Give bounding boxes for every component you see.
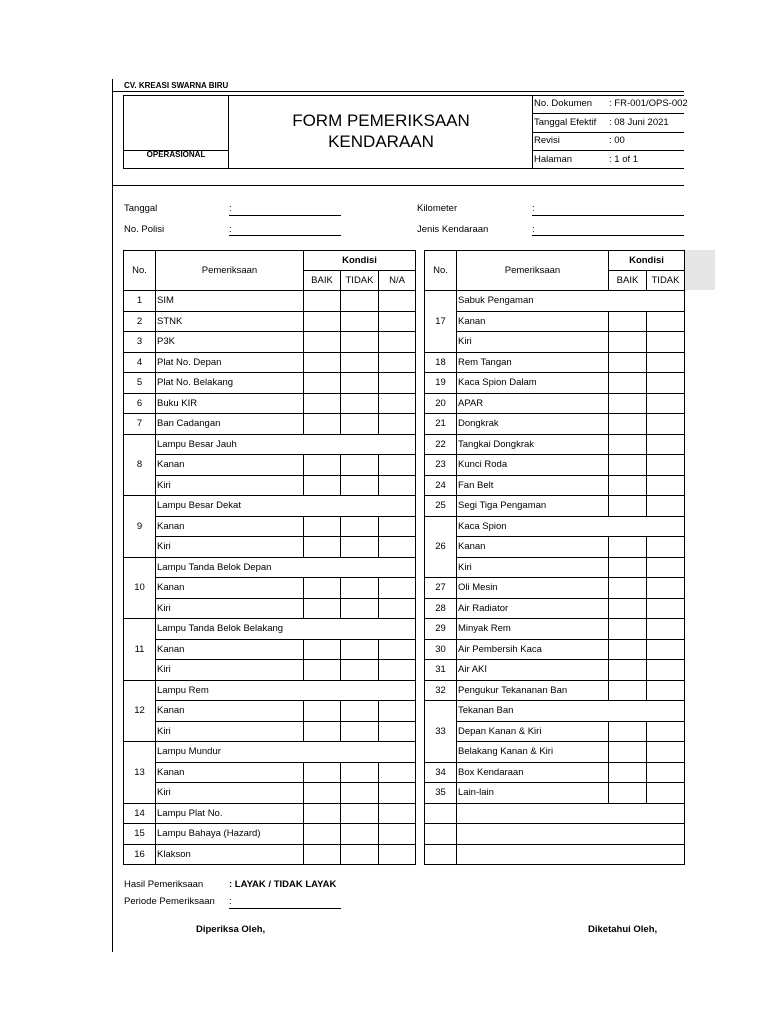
- right-row-item: APAR: [456, 393, 609, 415]
- left-check-tidak[interactable]: [340, 331, 379, 353]
- header-box-top: [123, 95, 684, 96]
- left-check-tidak[interactable]: [340, 598, 379, 620]
- left-check-tidak[interactable]: [340, 516, 379, 538]
- right-check-tidak[interactable]: [646, 311, 685, 333]
- right-row-no: 31: [424, 659, 457, 681]
- hasil-value: : LAYAK / TIDAK LAYAK: [229, 879, 337, 890]
- left-check-tidak[interactable]: [340, 475, 379, 497]
- left-check-na[interactable]: [378, 721, 416, 743]
- right-check-baik[interactable]: [608, 721, 647, 743]
- right-row-no: 22: [424, 434, 457, 456]
- jenis-kendaraan-field[interactable]: [532, 235, 684, 236]
- left-check-baik[interactable]: [303, 782, 341, 804]
- right-row-no: 33: [424, 700, 457, 763]
- right-row-item: Belakang Kanan & Kiri: [456, 741, 609, 763]
- left-check-na[interactable]: [378, 700, 416, 722]
- left-row-item: Klakson: [155, 844, 304, 866]
- right-row-no: [424, 803, 457, 825]
- revision-label: Revisi: [534, 135, 560, 146]
- left-row-item: Lampu Mundur: [155, 741, 416, 763]
- left-check-tidak[interactable]: [340, 393, 379, 415]
- left-check-tidak[interactable]: [340, 352, 379, 374]
- left-row-item: Ban Cadangan: [155, 413, 304, 435]
- right-check-baik[interactable]: [608, 475, 647, 497]
- right-check-baik[interactable]: [608, 495, 647, 517]
- right-row-no: 35: [424, 782, 457, 804]
- tanggal-colon: :: [229, 203, 232, 214]
- right-check-tidak[interactable]: [646, 495, 685, 517]
- left-row-item: Lampu Tanda Belok Depan: [155, 557, 416, 579]
- header-top-border: [112, 91, 684, 92]
- right-check-baik[interactable]: [608, 741, 647, 763]
- right-check-baik[interactable]: [608, 639, 647, 661]
- right-check-baik[interactable]: [608, 782, 647, 804]
- left-header-kondisi: Kondisi: [303, 250, 416, 271]
- left-check-tidak[interactable]: [340, 413, 379, 435]
- left-check-baik[interactable]: [303, 639, 341, 661]
- left-row-no: 2: [123, 311, 156, 333]
- left-row-no: 16: [123, 844, 156, 866]
- right-row-item: Segi Tiga Pengaman: [456, 495, 609, 517]
- left-check-baik[interactable]: [303, 475, 341, 497]
- right-header-tidak: TIDAK: [646, 270, 685, 291]
- no-polisi-field[interactable]: [229, 235, 341, 236]
- right-header-kondisi: Kondisi: [608, 250, 685, 271]
- effective-date-label: Tanggal Efektif: [534, 117, 597, 128]
- right-row-no: 27: [424, 577, 457, 599]
- right-row-item: Kaca Spion Dalam: [456, 372, 609, 394]
- no-polisi-label: No. Polisi: [124, 224, 165, 235]
- diketahui-label: Diketahui Oleh,: [588, 924, 658, 935]
- right-row-item: Lain-lain: [456, 782, 609, 804]
- right-check-tidak[interactable]: [646, 352, 685, 374]
- left-row-no: 10: [123, 557, 156, 620]
- periode-colon: :: [229, 896, 232, 907]
- right-check-tidak[interactable]: [646, 762, 685, 784]
- left-row-no: 4: [123, 352, 156, 374]
- left-header-pemeriksaan: Pemeriksaan: [155, 250, 304, 291]
- doc-number-label: No. Dokumen: [534, 98, 593, 109]
- left-row-item: Kanan: [155, 454, 304, 476]
- left-check-baik[interactable]: [303, 823, 341, 845]
- left-row-item: Plat No. Depan: [155, 352, 304, 374]
- left-check-tidak[interactable]: [340, 823, 379, 845]
- right-check-baik[interactable]: [608, 393, 647, 415]
- right-check-tidak[interactable]: [646, 475, 685, 497]
- effective-date-value: : 08 Juni 2021: [609, 117, 669, 128]
- right-check-baik[interactable]: [608, 598, 647, 620]
- left-check-baik[interactable]: [303, 598, 341, 620]
- right-row-item: Oli Mesin: [456, 577, 609, 599]
- right-row-no: 19: [424, 372, 457, 394]
- left-check-na[interactable]: [378, 393, 416, 415]
- left-row-no: 15: [123, 823, 156, 845]
- right-row-item: Kanan: [456, 311, 609, 333]
- left-check-tidak[interactable]: [340, 762, 379, 784]
- right-row-item: [456, 844, 685, 866]
- left-check-na[interactable]: [378, 331, 416, 353]
- right-row-item: [456, 823, 685, 845]
- left-row-item: Buku KIR: [155, 393, 304, 415]
- right-check-baik[interactable]: [608, 331, 647, 353]
- right-row-no: 30: [424, 639, 457, 661]
- right-row-no: 20: [424, 393, 457, 415]
- right-check-tidak[interactable]: [646, 372, 685, 394]
- left-check-tidak[interactable]: [340, 311, 379, 333]
- left-header-no: No.: [123, 250, 156, 291]
- left-check-na[interactable]: [378, 352, 416, 374]
- left-check-na[interactable]: [378, 762, 416, 784]
- right-row-no: 25: [424, 495, 457, 517]
- doc-info-row-line: [532, 113, 684, 114]
- left-check-baik[interactable]: [303, 372, 341, 394]
- right-row-item: Minyak Rem: [456, 618, 609, 640]
- left-row-item: Kanan: [155, 700, 304, 722]
- left-row-item: Kanan: [155, 639, 304, 661]
- doc-number-value: : FR-001/OPS-002: [609, 98, 688, 109]
- diperiksa-label: Diperiksa Oleh,: [196, 924, 266, 935]
- right-row-item: Air Pembersih Kaca: [456, 639, 609, 661]
- left-row-item: Lampu Tanda Belok Belakang: [155, 618, 416, 640]
- left-check-baik[interactable]: [303, 577, 341, 599]
- right-row-no: [424, 844, 457, 866]
- right-row-item: Air Radiator: [456, 598, 609, 620]
- right-check-tidak[interactable]: [646, 598, 685, 620]
- right-row-item: Box Kendaraan: [456, 762, 609, 784]
- left-check-tidak[interactable]: [340, 844, 379, 866]
- right-row-no: 34: [424, 762, 457, 784]
- right-check-baik[interactable]: [608, 557, 647, 579]
- left-row-no: 7: [123, 413, 156, 435]
- right-check-tidak[interactable]: [646, 782, 685, 804]
- right-row-no: 21: [424, 413, 457, 435]
- form-title-line2: KENDARAAN: [328, 132, 434, 151]
- left-check-baik[interactable]: [303, 536, 341, 558]
- form-title: [230, 110, 532, 152]
- jenis-kendaraan-label: Jenis Kendaraan: [417, 224, 489, 235]
- right-row-item: Sabuk Pengaman: [456, 290, 685, 312]
- header-box-bottom: [123, 168, 684, 169]
- right-row-no: 28: [424, 598, 457, 620]
- left-check-baik[interactable]: [303, 331, 341, 353]
- left-row-item: SIM: [155, 290, 304, 312]
- right-row-item: Kunci Roda: [456, 454, 609, 476]
- department-label: OPERASIONAL: [146, 150, 206, 159]
- left-check-na[interactable]: [378, 454, 416, 476]
- page-value: : 1 of 1: [609, 154, 639, 165]
- jenis-kendaraan-colon: :: [532, 224, 535, 235]
- left-row-no: 6: [123, 393, 156, 415]
- right-header-pemeriksaan: Pemeriksaan: [456, 250, 609, 291]
- left-check-na[interactable]: [378, 823, 416, 845]
- right-check-tidak[interactable]: [646, 393, 685, 415]
- right-check-tidak[interactable]: [646, 434, 685, 456]
- left-row-item: Kiri: [155, 475, 304, 497]
- right-row-item: Air AKI: [456, 659, 609, 681]
- left-check-na[interactable]: [378, 290, 416, 312]
- right-check-tidak[interactable]: [646, 741, 685, 763]
- left-row-item: Kiri: [155, 659, 304, 681]
- left-check-tidak[interactable]: [340, 536, 379, 558]
- left-check-na[interactable]: [378, 536, 416, 558]
- left-row-no: 3: [123, 331, 156, 353]
- right-row-item: Rem Tangan: [456, 352, 609, 374]
- left-row-no: 8: [123, 434, 156, 497]
- left-row-item: Kiri: [155, 536, 304, 558]
- left-check-na[interactable]: [378, 413, 416, 435]
- left-check-tidak[interactable]: [340, 577, 379, 599]
- left-row-no: 14: [123, 803, 156, 825]
- right-check-tidak[interactable]: [646, 557, 685, 579]
- left-check-tidak[interactable]: [340, 700, 379, 722]
- left-row-no: 12: [123, 680, 156, 743]
- right-check-baik[interactable]: [608, 762, 647, 784]
- left-header-tidak: TIDAK: [340, 270, 379, 291]
- right-row-no: 32: [424, 680, 457, 702]
- left-check-baik[interactable]: [303, 803, 341, 825]
- left-row-no: 9: [123, 495, 156, 558]
- doc-info-row-line: [532, 150, 684, 151]
- right-check-tidak[interactable]: [646, 659, 685, 681]
- periode-label: Periode Pemeriksaan: [124, 896, 215, 907]
- left-row-item: Lampu Besar Dekat: [155, 495, 416, 517]
- left-row-item: Kanan: [155, 577, 304, 599]
- left-row-no: 13: [123, 741, 156, 804]
- doc-info-row-line: [532, 132, 684, 133]
- left-check-na[interactable]: [378, 782, 416, 804]
- right-row-item: Kanan: [456, 536, 609, 558]
- left-check-tidak[interactable]: [340, 803, 379, 825]
- left-check-baik[interactable]: [303, 762, 341, 784]
- left-check-na[interactable]: [378, 639, 416, 661]
- no-polisi-colon: :: [229, 224, 232, 235]
- left-check-baik[interactable]: [303, 290, 341, 312]
- left-check-tidak[interactable]: [340, 290, 379, 312]
- left-row-item: P3K: [155, 331, 304, 353]
- kilometer-field[interactable]: [532, 215, 684, 216]
- right-check-baik[interactable]: [608, 413, 647, 435]
- left-check-baik[interactable]: [303, 454, 341, 476]
- right-row-item: Kaca Spion: [456, 516, 685, 538]
- right-row-no: 24: [424, 475, 457, 497]
- right-check-baik[interactable]: [608, 352, 647, 374]
- left-check-tidak[interactable]: [340, 721, 379, 743]
- left-row-item: Kiri: [155, 782, 304, 804]
- right-row-no: 18: [424, 352, 457, 374]
- tanggal-label: Tanggal: [124, 203, 158, 214]
- left-row-no: 1: [123, 290, 156, 312]
- header-logo-divider: [228, 95, 229, 169]
- right-check-tidak[interactable]: [646, 618, 685, 640]
- left-row-item: Kiri: [155, 721, 304, 743]
- right-row-item: Tekanan Ban: [456, 700, 685, 722]
- left-check-baik[interactable]: [303, 721, 341, 743]
- right-check-baik[interactable]: [608, 536, 647, 558]
- right-check-baik[interactable]: [608, 659, 647, 681]
- header-bottom-border: [112, 185, 684, 186]
- left-check-tidak[interactable]: [340, 639, 379, 661]
- right-row-item: Kiri: [456, 557, 609, 579]
- right-check-baik[interactable]: [608, 618, 647, 640]
- left-border-line: [112, 79, 113, 952]
- page-label: Halaman: [534, 154, 573, 165]
- left-check-tidak[interactable]: [340, 782, 379, 804]
- left-check-baik[interactable]: [303, 700, 341, 722]
- left-check-na[interactable]: [378, 844, 416, 866]
- left-check-baik[interactable]: [303, 352, 341, 374]
- right-row-no: 29: [424, 618, 457, 640]
- left-row-item: Kanan: [155, 762, 304, 784]
- right-row-item: [456, 803, 685, 825]
- right-check-tidak[interactable]: [646, 536, 685, 558]
- left-row-item: Lampu Plat No.: [155, 803, 304, 825]
- left-check-na[interactable]: [378, 659, 416, 681]
- periode-field[interactable]: [229, 908, 341, 909]
- right-check-tidak[interactable]: [646, 454, 685, 476]
- right-row-no: 17: [424, 290, 457, 353]
- right-row-item: Pengukur Tekananan Ban: [456, 680, 609, 702]
- form-title-line1: FORM PEMERIKSAAN: [292, 111, 470, 130]
- right-row-item: Kiri: [456, 331, 609, 353]
- left-check-tidak[interactable]: [340, 659, 379, 681]
- left-row-item: Kanan: [155, 516, 304, 538]
- left-row-no: 11: [123, 618, 156, 681]
- right-check-baik[interactable]: [608, 311, 647, 333]
- right-check-baik[interactable]: [608, 680, 647, 702]
- hasil-label: Hasil Pemeriksaan: [124, 879, 204, 890]
- left-check-tidak[interactable]: [340, 454, 379, 476]
- right-check-baik[interactable]: [608, 577, 647, 599]
- left-check-baik[interactable]: [303, 516, 341, 538]
- right-check-baik[interactable]: [608, 454, 647, 476]
- left-check-na[interactable]: [378, 577, 416, 599]
- left-check-na[interactable]: [378, 516, 416, 538]
- right-row-item: Dongkrak: [456, 413, 609, 435]
- right-row-item: Fan Belt: [456, 475, 609, 497]
- left-check-baik[interactable]: [303, 659, 341, 681]
- left-check-baik[interactable]: [303, 393, 341, 415]
- left-check-na[interactable]: [378, 598, 416, 620]
- right-row-item: Depan Kanan & Kiri: [456, 721, 609, 743]
- left-row-item: Lampu Besar Jauh: [155, 434, 416, 456]
- right-check-baik[interactable]: [608, 434, 647, 456]
- right-check-tidak[interactable]: [646, 639, 685, 661]
- left-row-item: Lampu Rem: [155, 680, 416, 702]
- left-row-item: Kiri: [155, 598, 304, 620]
- left-row-item: Lampu Bahaya (Hazard): [155, 823, 304, 845]
- left-row-no: 5: [123, 372, 156, 394]
- left-check-na[interactable]: [378, 803, 416, 825]
- left-check-na[interactable]: [378, 475, 416, 497]
- right-row-item: Tangkai Dongkrak: [456, 434, 609, 456]
- right-check-baik[interactable]: [608, 372, 647, 394]
- left-check-na[interactable]: [378, 372, 416, 394]
- left-check-na[interactable]: [378, 311, 416, 333]
- right-check-tidak[interactable]: [646, 680, 685, 702]
- tanggal-field[interactable]: [229, 215, 341, 216]
- right-header-no: No.: [424, 250, 457, 291]
- left-row-item: STNK: [155, 311, 304, 333]
- company-name: CV. KREASI SWARNA BIRU: [124, 81, 229, 90]
- left-check-baik[interactable]: [303, 413, 341, 435]
- revision-value: : 00: [609, 135, 625, 146]
- right-header-baik: BAIK: [608, 270, 647, 291]
- left-check-tidak[interactable]: [340, 372, 379, 394]
- right-check-tidak[interactable]: [646, 577, 685, 599]
- left-check-baik[interactable]: [303, 844, 341, 866]
- kilometer-colon: :: [532, 203, 535, 214]
- right-row-no: [424, 823, 457, 845]
- right-row-no: 23: [424, 454, 457, 476]
- kilometer-label: Kilometer: [417, 203, 458, 214]
- right-row-no: 26: [424, 516, 457, 579]
- left-header-baik: BAIK: [303, 270, 341, 291]
- left-check-baik[interactable]: [303, 311, 341, 333]
- right-check-tidak[interactable]: [646, 331, 685, 353]
- left-header-na: N/A: [378, 270, 416, 291]
- right-check-tidak[interactable]: [646, 413, 685, 435]
- sheet-shading: [684, 250, 715, 290]
- left-row-item: Plat No. Belakang: [155, 372, 304, 394]
- right-check-tidak[interactable]: [646, 721, 685, 743]
